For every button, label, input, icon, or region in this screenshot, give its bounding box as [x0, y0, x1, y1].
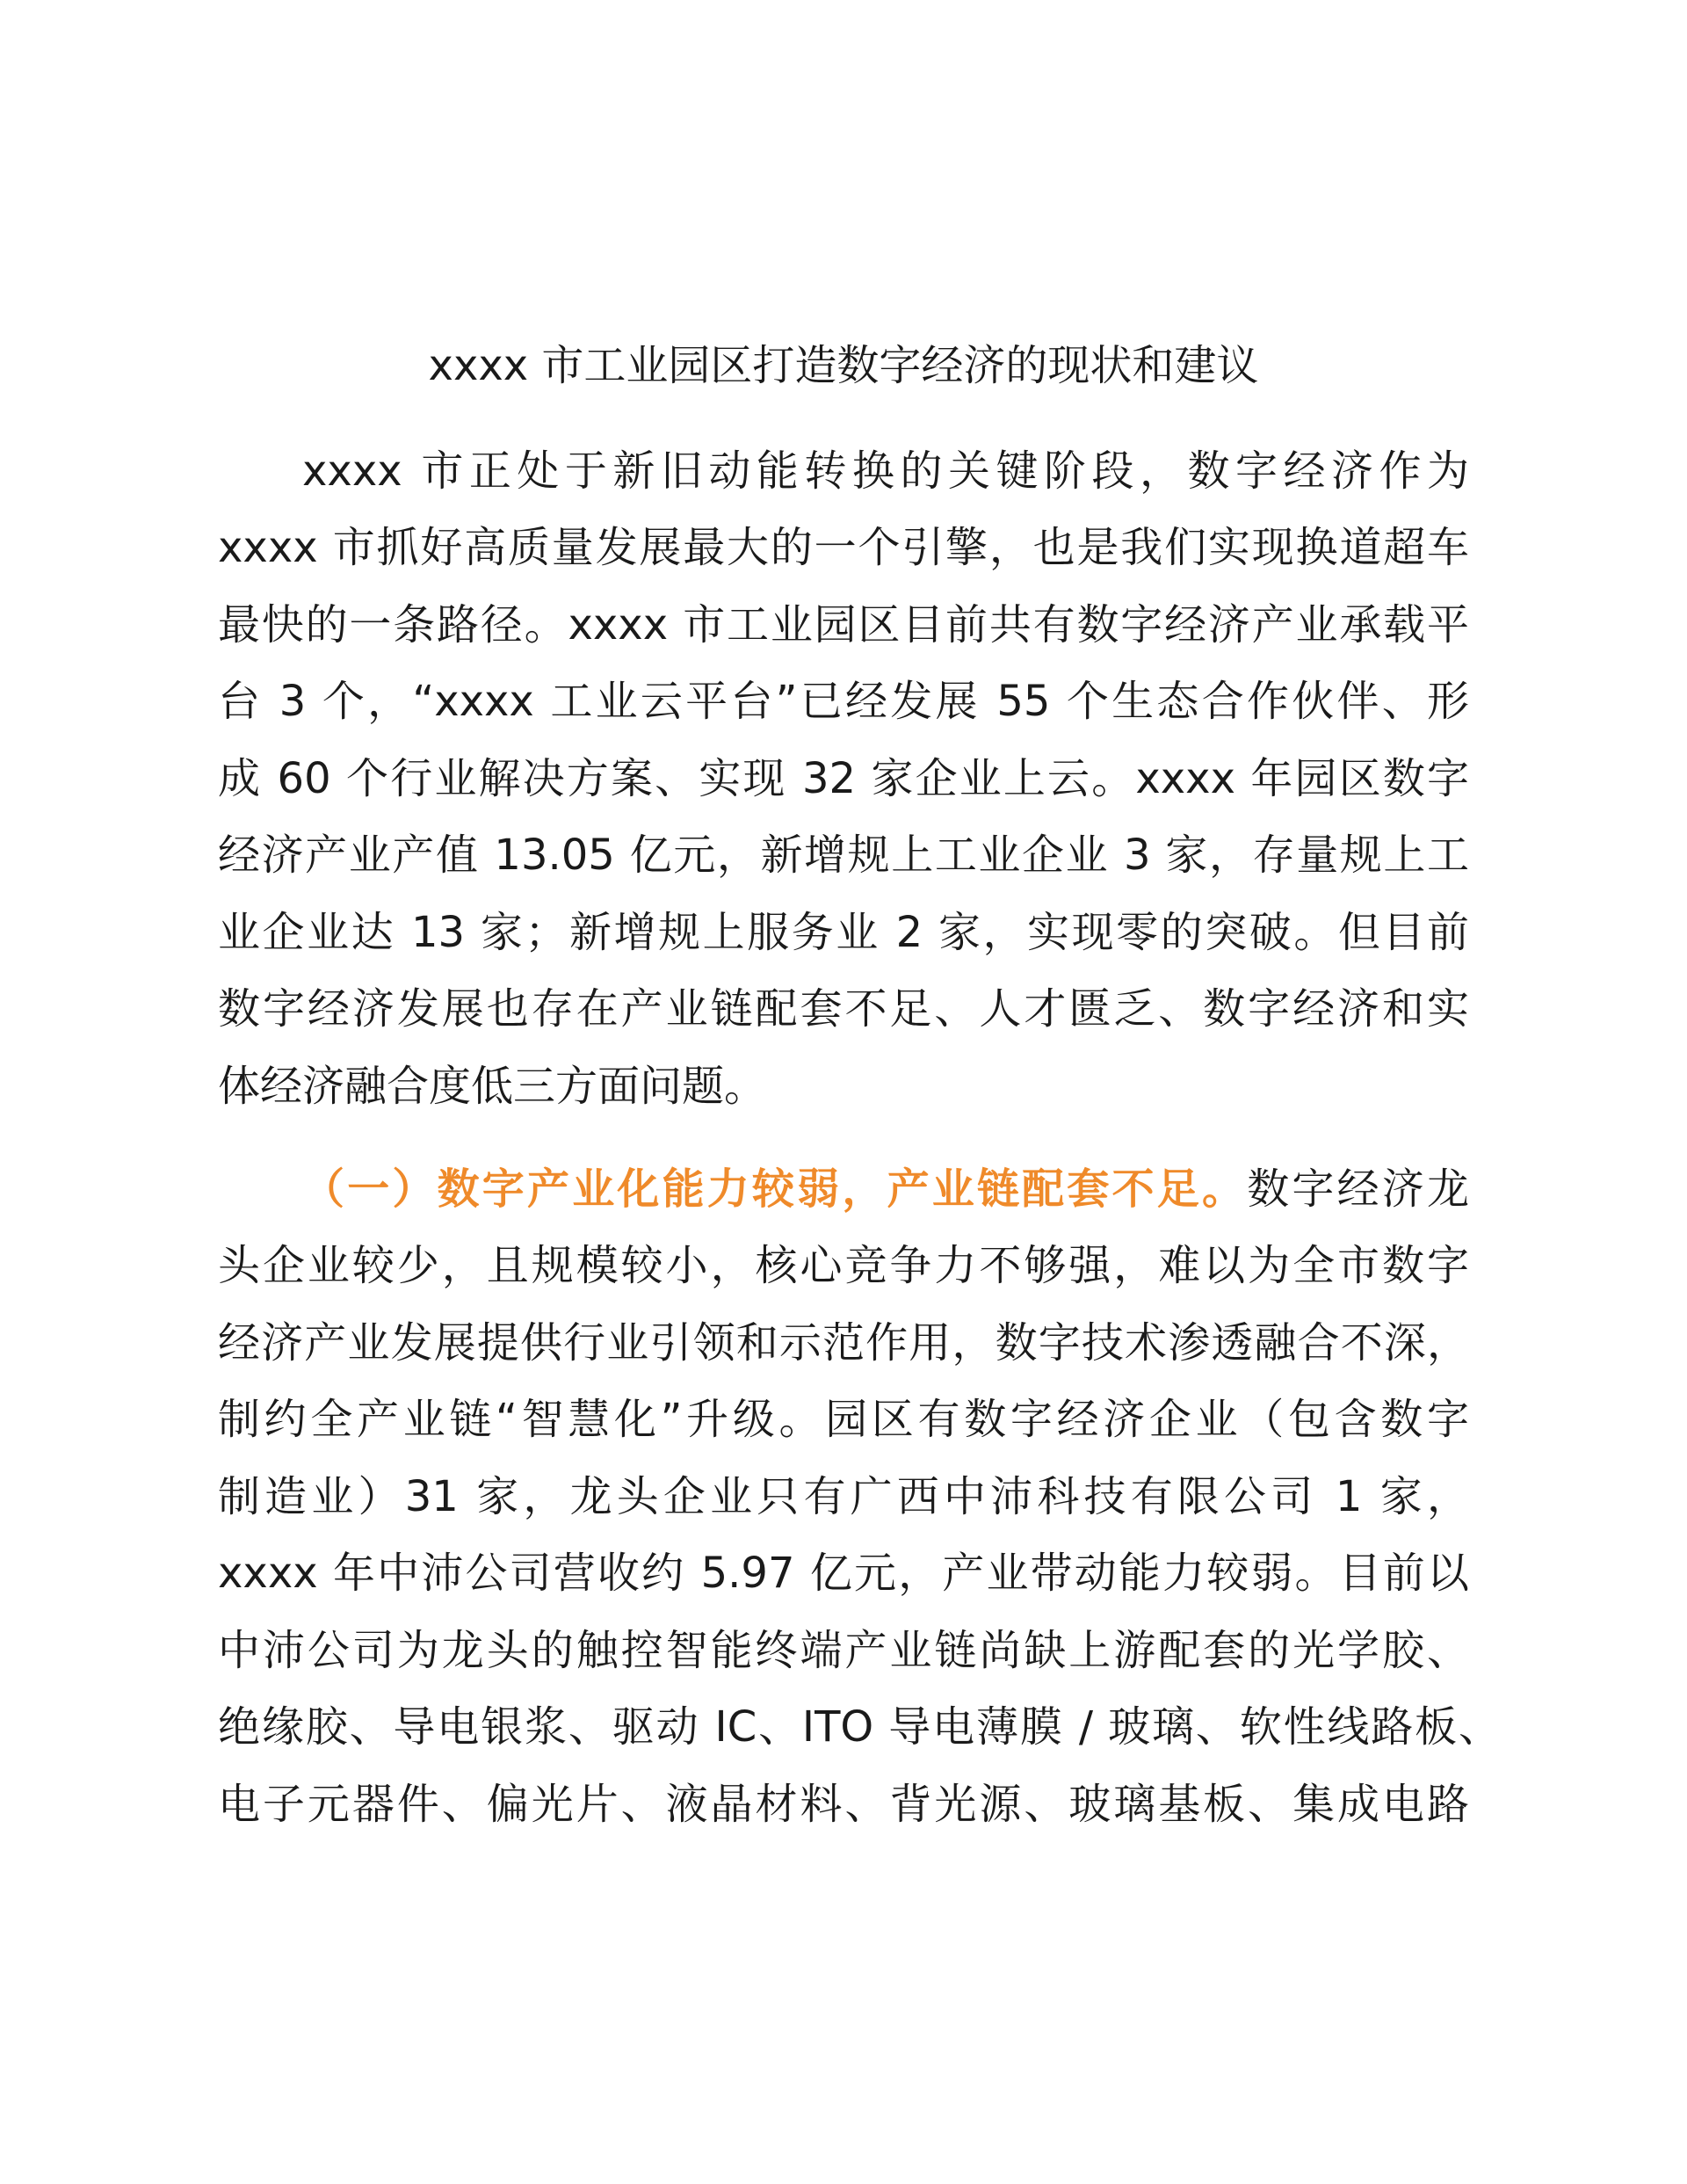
paragraph-line: 业企业达 13 家；新增规上服务业 2 家，实现零的突破。但目前: [218, 908, 1469, 957]
paragraph-line: 经济产业产值 13.05 亿元，新增规上工业企业 3 家，存量规上工: [218, 831, 1469, 880]
section-heading: （一）数字产业化能力较弱，产业链配套不足。: [302, 1165, 1248, 1214]
paragraph-line: 台 3 个，“xxxx 工业云平台”已经发展 55 个生态合作伙伴、形: [218, 677, 1469, 726]
paragraph-line: 体经济融合度低三方面问题。: [218, 1062, 767, 1111]
paragraph-line: 绝缘胶、导电银浆、驱动 IC、ITO 导电薄膜 / 玻璃、软性线路板、: [218, 1702, 1501, 1752]
paragraph-line: 头企业较少，且规模较小，核心竞争力不够强，难以为全市数字: [218, 1241, 1469, 1290]
paragraph-line: 经济产业发展提供行业引领和示范作用，数字技术渗透融合不深，: [218, 1318, 1469, 1368]
paragraph-line: 中沛公司为龙头的触控智能终端产业链尚缺上游配套的光学胶、: [218, 1626, 1469, 1675]
paragraph-line: 制造业）31 家，龙头企业只有广西中沛科技有限公司 1 家，: [218, 1472, 1469, 1521]
section-heading-line: [302, 1157, 1469, 1221]
paragraph-line: 数字经济发展也存在产业链配套不足、人才匮乏、数字经济和实: [218, 984, 1469, 1034]
paragraph-line: 电子元器件、偏光片、液晶材料、背光源、玻璃基板、集成电路: [218, 1780, 1469, 1829]
section-heading-rest: 数字经济龙: [1247, 1165, 1469, 1214]
paragraph-line: xxxx 市正处于新旧动能转换的关键阶段，数字经济作为: [302, 446, 1469, 496]
paragraph-line: 制约全产业链“智慧化”升级。园区有数字经济企业（包含数字: [218, 1395, 1469, 1444]
paragraph-line: xxxx 年中沛公司营收约 5.97 亿元，产业带动能力较弱。目前以: [218, 1549, 1469, 1598]
paragraph-line: 成 60 个行业解决方案、实现 32 家企业上云。xxxx 年园区数字: [218, 754, 1469, 803]
paragraph-line: xxxx 市抓好高质量发展最大的一个引擎，也是我们实现换道超车: [218, 523, 1469, 572]
document-title: xxxx 市工业园区打造数字经济的现状和建议: [428, 341, 1259, 390]
paragraph-line: 最快的一条路径。xxxx 市工业园区目前共有数字经济产业承载平: [218, 600, 1469, 649]
